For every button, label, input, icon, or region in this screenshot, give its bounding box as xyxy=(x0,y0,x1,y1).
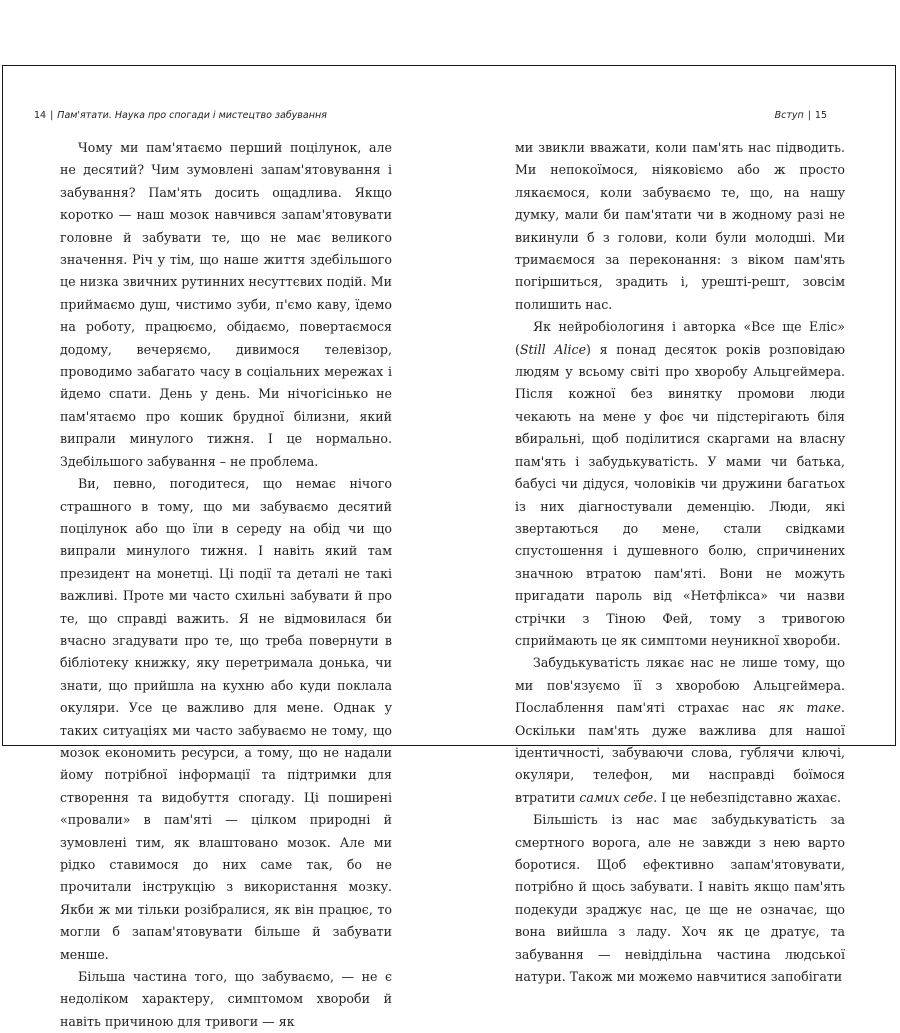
header-separator: | xyxy=(807,110,811,121)
right-running-head xyxy=(775,110,827,121)
right-page xyxy=(450,66,897,985)
text-run: . Оскільки пам'ять дуже важлива для нашої ідентичності, забуваючи слова, гублячи ключі, окуляри, телефон, ми насправді боїмося втратити xyxy=(515,700,845,805)
paragraph: Ви, певно, погодитеся, що немає нічого страшного в тому, що ми забуваємо десятий поцілунок або що їли в середу на обід чи що випрали минулого тижня. І навіть який там президент на монетці. Ці події та деталі не такі важливі. Проте ми часто схильні забувати й про те, що справді важить. Я не відмовилася би вчасно згадувати про те, що треба повернути в бібліотеку книжку, яку перетримала донька, чи знати, що прийшла на кухню або куди поклала окуляри. Усе це важливо для мене. Однак у таких ситуаціях ми часто забуваємо не тому, що мозок економить ресурси, а тому, що не надали йому потрібної інформації та підтримки для створення та видобуття спогаду. Ці поширені «провали» в пам'яті — цілком природні й зумовлені тим, як влаштовано мозок. Але ми рідко ставимося до них саме так, бо не прочитали інструкцію з використання мозку. Якби ж ми тільки розібралися, як він працює, то могли б запам'ятовувати більше й забувати менше. xyxy=(60,476,392,962)
paragraph xyxy=(515,316,845,652)
left-page-number: 14 xyxy=(34,110,47,121)
text-run: Забудькуватість лякає нас не лише тому, що ми пов'язуємо її з хворобою Альцгеймера. Послаблення пам'яті страхає нас xyxy=(515,655,845,716)
paragraph: ми звикли вважати, коли пам'ять нас підводить. Ми непокоїмося, ніяковіємо або ж просто лякаємося, коли забуваємо те, що, на нашу думку, мали би пам'ятати чи в жодному разі не викинули б з голови, коли були молодші. Ми тримаємося за переконання: з віком пам'ять погіршиться, зрадить і, урешті-решт, зовсім полишить нас. xyxy=(515,140,845,312)
book-spread xyxy=(2,65,896,1029)
left-page xyxy=(3,66,450,1029)
italic-emphasis: самих себе xyxy=(579,789,654,805)
left-header-title: Пам'ятати. Наука про спогади і мистецтво забування xyxy=(57,110,327,121)
text-run: ) я понад десяток років розповідаю людям у всьому світі про хворобу Альцгеймера. Після кожної без винятку промови люди чекають на мене у фоє чи підстерігають біля вбиральні, щоб поділитися скаргами на власну пам'ять і забудькуватість. У мами чи батька, бабусі чи дідуся, чоловіків чи дружини багатьох із них діагностували деменцію. Люди, які звертаються до мене, стали свідками спустошення і душевного болю, спричинених значною втратою пам'яті. Вони не можуть пригадати пароль від «Нетфлікса» чи назви стрічки з Тіною Фей, тому з тривогою сприймають це як симптоми неуникної хвороби. xyxy=(515,341,845,648)
italic-book-title: Still Alice xyxy=(519,341,587,357)
right-header-title: Вступ xyxy=(774,110,804,121)
text-run: . І це небезпідставно жахає. xyxy=(653,789,842,805)
text-run: Як нейробіологиня і авторка «Все ще Еліс» ( xyxy=(515,319,845,357)
left-running-head xyxy=(34,110,327,121)
right-page-number: 15 xyxy=(814,110,827,121)
paragraph: Більшість із нас має забудькуватість за смертного ворога, але не завжди з нею варто боротися. Щоб ефективно запам'ятовувати, потрібно й щось забувати. І навіть якщо пам'ять подекуди зраджує нас, це ще не означає, що вона вийшла з ладу. Хоч як це дратує, та забування — невіддільна частина людської натури. Також ми можемо навчитися запобігати xyxy=(515,812,845,985)
header-separator: | xyxy=(50,110,54,121)
left-body-text xyxy=(60,137,392,1029)
paragraph: Більша частина того, що забуваємо, — не є недоліком характеру, симптомом хвороби й навіть причиною для тривоги — як xyxy=(60,969,392,1029)
paragraph xyxy=(515,652,845,809)
right-body-text xyxy=(515,137,845,985)
paragraph: Чому ми пам'ятаємо перший поцілунок, але не десятий? Чим зумовлені запам'ятовування і забування? Пам'ять досить ощадлива. Якщо коротко — наш мозок навчився запам'ятовувати головне й забувати те, що не має великого значення. Річ у тім, що наше життя здебільшого це низка звичних рутинних несуттєвих подій. Ми приймаємо душ, чистимо зуби, п'ємо каву, їдемо на роботу, працюємо, обідаємо, повертаємося додому, вечеряємо, дивимося телевізор, проводимо забагато часу в соціальних мережах і йдемо спати. День у день. Ми нічогісінько не пам'ятаємо про кошик брудної білизни, який випрали минулого тижня. І це нормально. Здебільшого забування – не проблема. xyxy=(60,140,392,469)
italic-emphasis: як таке xyxy=(777,700,841,716)
